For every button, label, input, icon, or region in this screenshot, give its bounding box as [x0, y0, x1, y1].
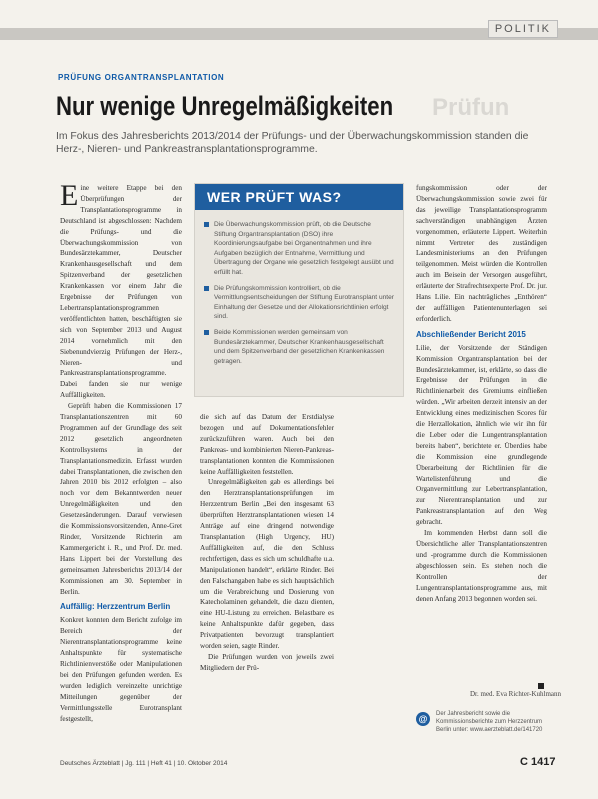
subheading: Abschließender Bericht 2015: [416, 329, 526, 339]
author-byline: Dr. med. Eva Richter-Kuhlmann: [470, 690, 562, 698]
square-bullet-icon: [204, 222, 209, 227]
end-of-article-mark: [538, 683, 544, 689]
paragraph: Die Prüfungen wurden von jeweils zwei Mitgliedern der Prü-: [200, 652, 334, 672]
paragraph: Lilie, der Vorsitzende der Ständigen Kommission Organtransplantation bei der Bundesärztekammer, ist, erklärte, so dass die Ergebnisse der Prüfungen in die Richtlinienarbeit des Gremiums einfließen würden. „Wir arbeiten derzeit intensiv an der Entwicklung eines medizinischen Scores für die Herzallokation, ähnlich wie wir ihn für die Leber oder die Lungentransplantation bereits haben“, berichtete er. Überdies habe die Kommission eine grundlegende Überarbeitung der Richtlinien für die Wartelistenführung und die Organvermittlung zur Lebertransplantation, zur Nierentransplantation und zur Pankreastransplantation auf den Weg gebracht.: [416, 343, 547, 527]
article-column-3: [416, 183, 547, 688]
list-item: Die Prüfungskommission kontrolliert, ob die Vermittlungsentscheidungen der Stiftung Eurotransplant unter Einhaltung der Gesetze und der Allokationsrichtlinien erfolgt sind.: [203, 284, 395, 322]
subheading: Auffällig: Herzzentrum Berlin: [60, 602, 171, 612]
paragraph: ine weitere Etappe bei den Überprüfungen der Transplantationsprogramme in Deutschland ist abgeschlossen: Nachdem die Prüfungs- und die Überwachungskommission von Bundesärztekammer, Deutscher Krankenhausgesellschaft und dem Spitzenverband der gesetzlichen Krankenkassen vor einem Jahr die Ergebnisse der Prüfungen von Lebertransplantationsprogrammen veröffentlichten hatten, beschäftigten sie sich von September 2013 und August 2014 vornehmlich mit den Siebenundvierzig Prüfungen der Herz-, Nieren- und Pankreastransplantationsprogramme. Dabei fanden sie nur wenige Auffälligkeiten.: [60, 184, 182, 400]
online-info-text[interactable]: Der Jahresbericht sowie die Kommissionsberichte zum Herzzentrum Berlin unter: www.aerzteblatt.de/141720: [436, 711, 543, 734]
article-kicker: PRÜFUNG ORGANTRANSPLANTATION: [58, 73, 225, 82]
paragraph: die sich auf das Datum der Erstdialyse bezogen und auf Dokumentationsfehler zurückzuführen waren. Auch bei den Pankreas- und kombinierten Nieren-Pankreas-transplantationen konnten die Kommissionen keine Auffälligkeiten feststellen.: [200, 413, 334, 476]
next-page-heading-bleed: Prüfun: [432, 94, 510, 121]
drop-cap: E: [60, 183, 79, 212]
online-info: [416, 710, 556, 756]
paragraph: Im kommenden Herbst dann soll die Übersichtliche aller Transplantationszentren und -programme durch die Kommissionen abgeschlossen sein. Es stehen noch die Kontrollen der Lungentransplantationsprogramme aus, mit denen Anfang 2013 begonnen worden sei.: [416, 529, 547, 603]
info-box-header: [195, 184, 403, 210]
paragraph: Unregelmäßigkeiten gab es allerdings bei den Herztransplantationsprüfungen im Herzzentrum Berlin „Bei den insgesamt 63 überprüften Herztransplantationen wiesen 14 Anträge auf eine dringend notwendige Transplantation (High Urgency, HU) Auffälligkeiten auf, die den Schluss rechtfertigen, dass es sich um schuldhafte u.a. Manipulationen handelt“, erklärte Rinder. Bei den Falschangaben habe es sich hauptsächlich um die Verabreichung und Dosierung von Katecholaminen gehandelt, die dazu dienten, eine HU-Listung zu erreichen. Belastbare es keine Anhaltspunkte dafür gegeben, dass Privatpatienten bevorzugt transplantiert worden seien, sagte Rinder.: [200, 478, 334, 651]
square-bullet-icon: [204, 330, 209, 335]
article-column-2: [200, 412, 334, 762]
info-box-list: [203, 220, 395, 372]
article-headline: Nur wenige Unregelmäßigkeiten: [56, 91, 394, 121]
page-number: C 1417: [520, 756, 556, 768]
article-column-1: [60, 183, 182, 761]
info-box: [194, 183, 404, 397]
paragraph: Konkret konnten dem Bericht zufolge im Bereich der Nierentransplantationsprogramme keine Anhaltspunkte für systematische Richtlinienverstöße oder Manipulationen bei den Prüfungen gefunden werden. Es wurden lediglich vereinzelte unrichtige Mitteilungen gegenüber der Vermittlungsstelle Eurotransplant festgestellt,: [60, 616, 182, 723]
info-box-title: WER PRÜFT WAS?: [207, 189, 342, 205]
list-item: Die Überwachungskommission prüft, ob die Deutsche Stiftung Organtransplantation (DSO) ihre Koordinierungsaufgabe bei Organentnahmen und ihre Aufgaben bezüglich der Entnahme, Vermittlung und Übertragung der Organe wie gesetzlich festgelegt ausübt und erfüllt hat.: [203, 220, 395, 278]
journal-footer: Deutsches Ärzteblatt | Jg. 111 | Heft 41 | 10. Oktober 2014: [60, 760, 228, 767]
section-rubric: POLITIK: [488, 20, 558, 38]
paragraph: Geprüft haben die Kommissionen 17 Transplantationszentren mit 60 Programmen auf der Grundlage des seit 2012 gesetzlich angeordneten Kontrollsystems in der Transplantationsmedizin. Erfasst wurden dabei Transplantationen, die zwischen den Jahren 2010 bis 2012 erfolgten – also noch vor dem Bekanntwerden neuer Unregelmäßigkeiten und den Gesetzesänderungen. Darauf verwiesen die Kommissionsvorsitzenden, Anne-Gret Rinder, Vorsitzende Richterin am Kammergericht i. R., und Prof. Dr. med. Hans Lippert bei der Vorstellung des gemeinsamen Jahresberichts 2013/14 der Kommissionen am 30. September in Berlin.: [60, 402, 182, 596]
list-item: Beide Kommissionen werden gemeinsam von Bundesärztekammer, Deutscher Krankenhausgesellschaft und dem Spitzenverband der gesetzlichen Krankenkassen getragen.: [203, 328, 395, 366]
square-bullet-icon: [204, 286, 209, 291]
paragraph: fungskommission oder der Überwachungskommission sowie zwei für das jeweilige Transplantationsprogramm sachverständigen unabhängigen Ärzten vorgenommen, erläuterte Lippert. Weiterhin nimmt Vertreter des zuständigen Landesministeriums an den Prüfungen teilgenommen. Meist würden die Kontrollen auch im Beisein der Versorgen ausgeführt, erläuterte der Strafrechtsexperte Prof. Dr. jur. Hans Lilie. Ein nachträgliches „Enthören“ der auffälligen Patientenunterlagen sei erforderlich.: [416, 184, 547, 323]
article-lead: Im Fokus des Jahresberichts 2013/2014 der Prüfungs- und der Überwachungskommission standen die Herz-, Nieren- und Pankreastransplantationsprogramme.: [56, 131, 529, 155]
at-sign-icon: @: [416, 712, 430, 726]
